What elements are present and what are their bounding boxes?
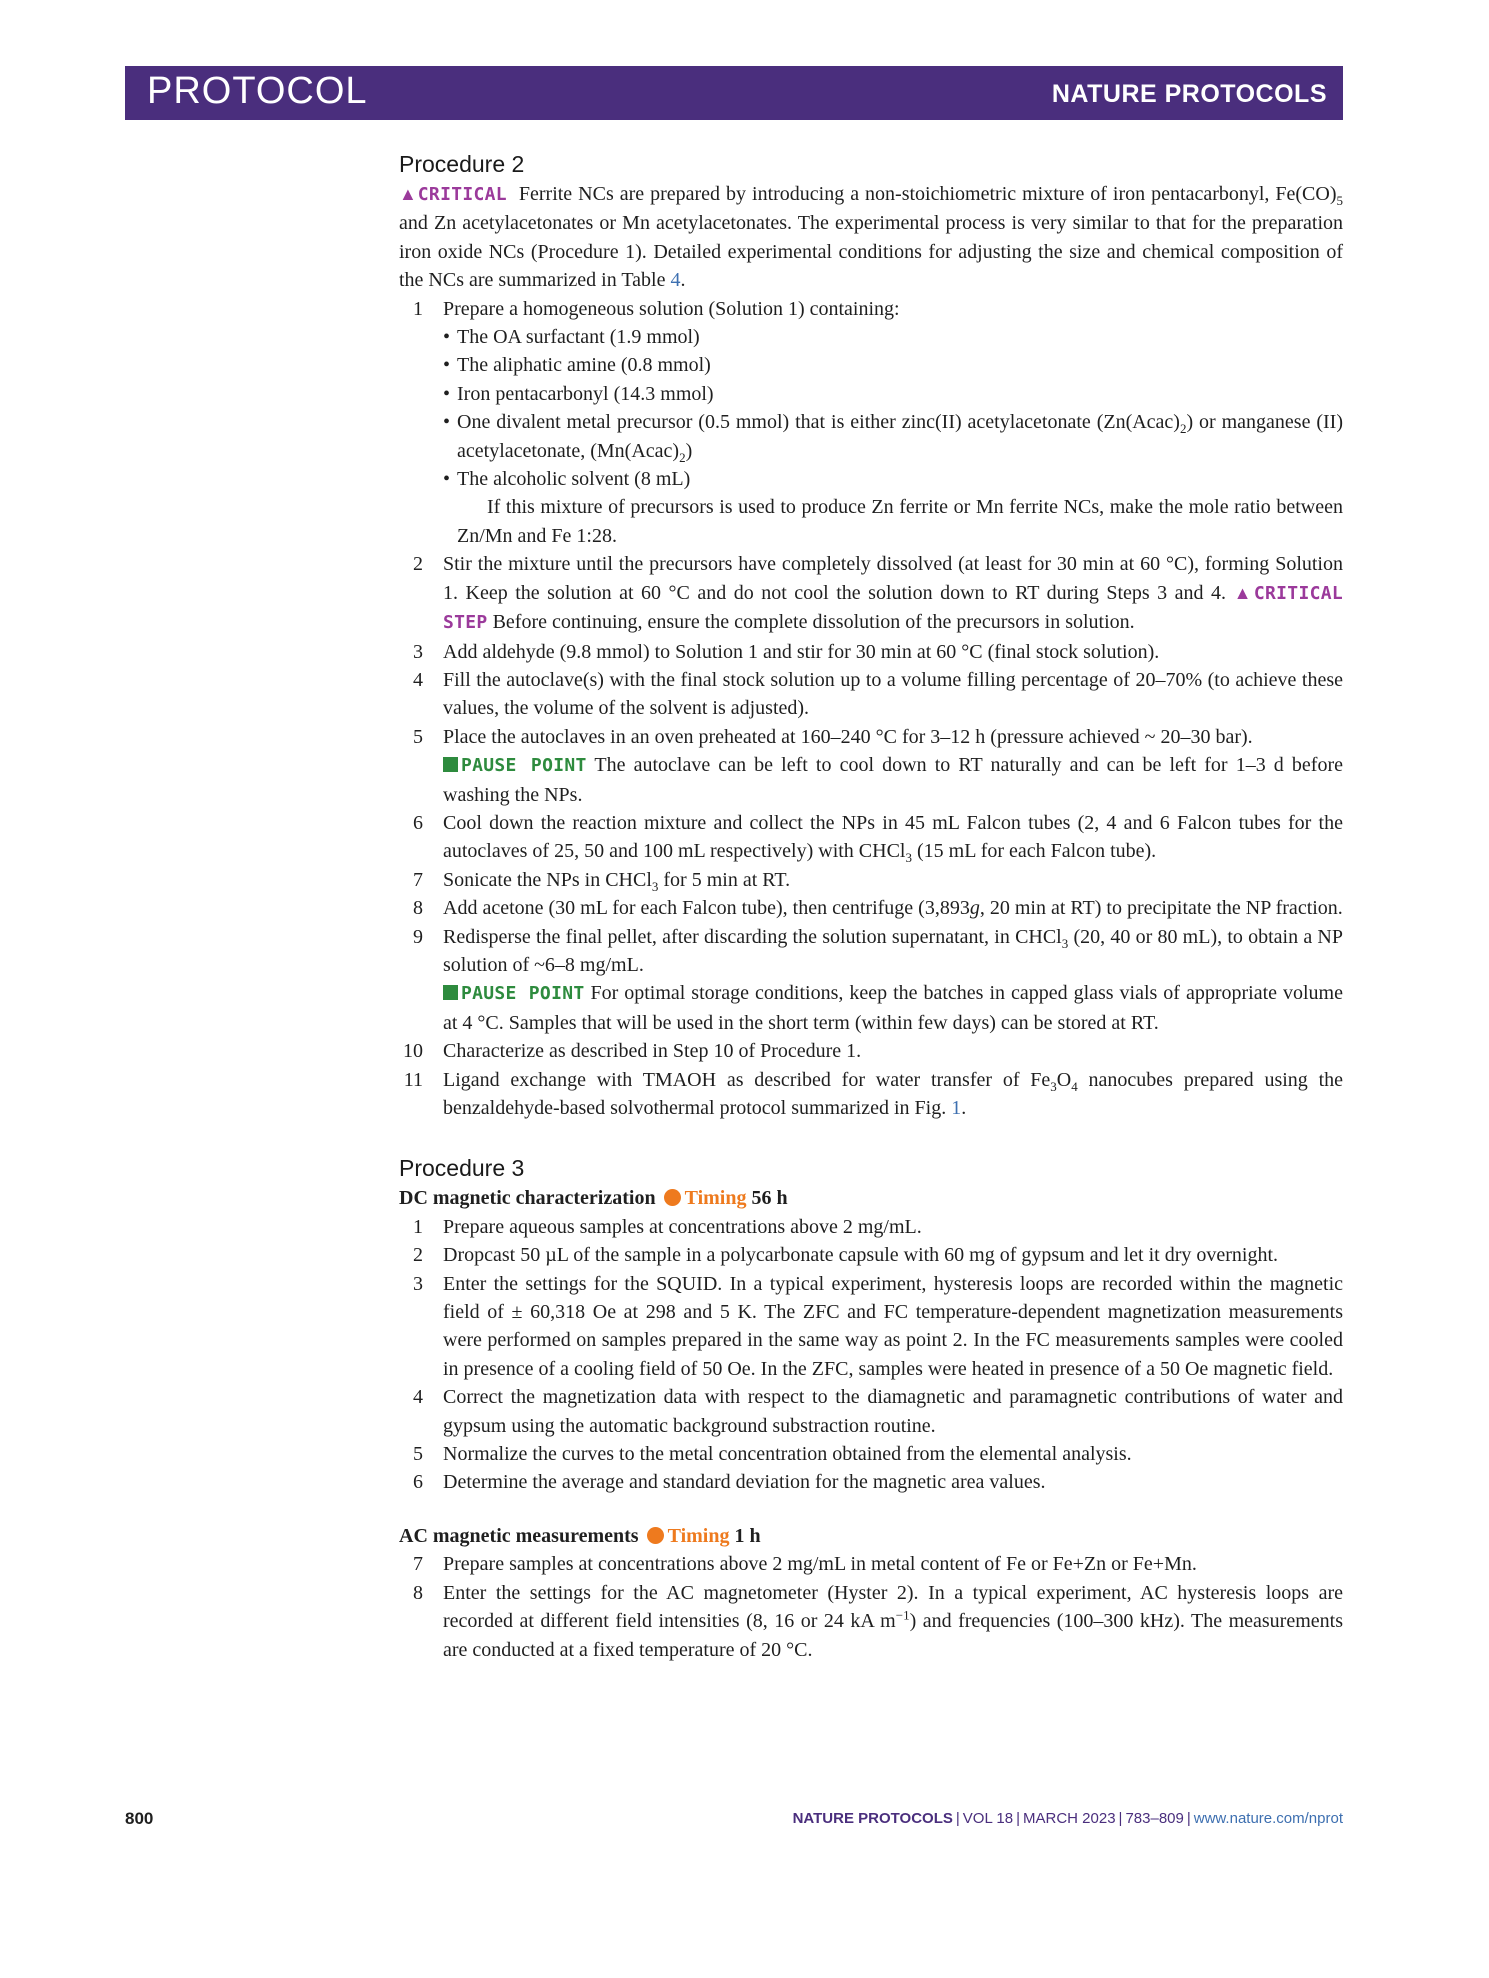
timing-dot-icon bbox=[664, 1189, 681, 1206]
journal-url-link[interactable]: www.nature.com/nprot bbox=[1193, 1810, 1343, 1827]
ac-section-heading: AC magnetic measurements Timing 1 h bbox=[399, 1524, 761, 1547]
p2-step-10: 10 Characterize as described in Step 10 of Procedure 1. bbox=[403, 1040, 862, 1063]
pause-square-icon bbox=[443, 985, 458, 1000]
p3-step-1: 1 Prepare aqueous samples at concentrations above 2 mg/mL. bbox=[413, 1215, 922, 1238]
pause-square-icon bbox=[443, 757, 458, 772]
p3-step-6: 6 Determine the average and standard deviation for the magnetic area values. bbox=[413, 1471, 1046, 1494]
critical-label: CRITICAL bbox=[417, 184, 507, 205]
p2-step-1: 1 Prepare a homogeneous solution (Solution 1) containing: bbox=[413, 297, 900, 320]
p3-step-7: 7 Prepare samples at concentrations above 2 mg/mL in metal content of Fe or Fe+Zn or Fe+Mn. bbox=[413, 1553, 1197, 1576]
p2-step-7: 7 Sonicate the NPs in CHCl$_3$ for 5 min at RT. bbox=[413, 868, 791, 894]
p2-step-4: 4 Fill the autoclave(s) with the final stock solution up to a volume filling percentage of 20–70% (to achieve these values, the volume of the solvent is adjusted). bbox=[413, 668, 1343, 720]
p2-step-9: 9 Redisperse the final pellet, after discarding the solution supernatant, in CHCl$_3$ (20, 40 or 80 mL), to obtain a NP solution of ~6–8 mg/mL. PAUSE POINT For optimal storage conditions, keep the batches in capped glass vials of appropriate volume at 4 °C. Samples that will be used in the short term (within few days) can be stored at RT. bbox=[413, 925, 1343, 1034]
critical-triangle-icon: ▲ bbox=[1233, 582, 1254, 603]
list-item: • One divalent metal precursor (0.5 mmol) that is either zinc(II) acetylacetonate $(Zn(Acac)_2)$ or manganese (II) acetylacetonate, $(Mn(Acac)_2)$ bbox=[443, 411, 1343, 465]
procedure-3-title: Procedure 3 bbox=[399, 1155, 525, 1182]
p2-step-3: 3 Add aldehyde (9.8 mmol) to Solution 1 and stir for 30 min at 60 °C (final stock solution). bbox=[413, 640, 1160, 663]
p2-step-1-note: If this mixture of precursors is used to produce Zn ferrite or Mn ferrite NCs, make the mole ratio between Zn/Mn and Fe 1:28. bbox=[457, 496, 1343, 547]
procedure-2-intro: ▲CRITICAL Ferrite NCs are prepared by introducing a non-stoichiometric mixture of iron pentacarbonyl, $Fe(CO)_5$ and Zn acetylacetonates or Mn acetylacetonates. The experimental process is very similar to that for the preparation iron oxide NCs (Procedure 1). Detailed experimental conditions for adjusting the size and chemical composition of the NCs are summarized in Table 4. bbox=[399, 183, 1343, 292]
procedure-2-title: Procedure 2 bbox=[399, 151, 525, 177]
pause-point-label: PAUSE POINT bbox=[461, 983, 585, 1005]
table-4-link[interactable]: 4 bbox=[670, 269, 681, 292]
footer-citation: NATURE PROTOCOLS | VOL 18 | MARCH 2023 | 783–809 | www.nature.com/nprot bbox=[792, 1810, 1343, 1827]
p2-step-6: 6 Cool down the reaction mixture and collect the NPs in 45 mL Falcon tubes (2, 4 and 6 Falcon tubes for the autoclaves of 25, 50 and 100 mL respectively) with CHCl$_3$ (15 mL for each Falcon tube). bbox=[413, 811, 1343, 866]
p3-step-5: 5 Normalize the curves to the metal concentration obtained from the elemental analysis. bbox=[413, 1443, 1132, 1466]
list-item: • Iron pentacarbonyl (14.3 mmol) bbox=[443, 382, 714, 405]
p2-step-2: 2 Stir the mixture until the precursors have completely dissolved (at least for 30 min at 60 °C), forming Solution 1. Keep the solution at 60 °C and do not cool the solution down to RT during Steps 3 and 4. ▲CRITICAL STEP Before continuing, ensure the complete dissolution of the precursors in solution. bbox=[413, 553, 1343, 634]
figure-1-link[interactable]: 1 bbox=[951, 1097, 962, 1119]
dc-section-heading: DC magnetic characterization Timing 56 h bbox=[399, 1187, 788, 1210]
p2-step-11: 11 Ligand exchange with TMAOH as described for water transfer of $Fe_3O_4$ nanocubes prepared using the benzaldehyde-based solvothermal protocol summarized in Fig. 1. bbox=[403, 1068, 1344, 1119]
section-label: PROTOCOL bbox=[147, 70, 368, 112]
p2-step-5: 5 Place the autoclaves in an oven preheated at 160–240 °C for 3–12 h (pressure achieved ~ 20–30 bar). PAUSE POINT The autoclave can be left to cool down to RT naturally and can be left for 1–3 d before washing the NPs. bbox=[413, 725, 1343, 806]
page-number: 800 bbox=[125, 1809, 154, 1828]
p3-step-3: 3 Enter the settings for the SQUID. In a typical experiment, hysteresis loops are recorded within the magnetic field of ± 60,318 Oe at 298 and 5 K. The ZFC and FC temperature-dependent magnetization measurements were performed on samples prepared in the same way as point 2. In the FC measurements samples were cooled in presence of a cooling field of 50 Oe. In the ZFC, samples were heated in presence of a 50 Oe magnetic field. bbox=[413, 1272, 1343, 1380]
p2-step-8: 8 Add acetone (30 mL for each Falcon tube), then centrifuge (3,893g, 20 min at RT) to precipitate the NP fraction. bbox=[413, 897, 1343, 920]
list-item: • The OA surfactant (1.9 mmol) bbox=[443, 326, 700, 349]
p2-bullet-list bbox=[399, 323, 1343, 493]
header-banner bbox=[125, 66, 1343, 120]
critical-step-label: CRITICAL STEP bbox=[443, 582, 1343, 634]
list-item: • The alcoholic solvent (8 mL) bbox=[443, 468, 691, 491]
p3-step-2: 2 Dropcast 50 µL of the sample in a polycarbonate capsule with 60 mg of gypsum and let it dry overnight. bbox=[413, 1244, 1279, 1267]
list-item: • The aliphatic amine (0.8 mmol) bbox=[443, 354, 711, 377]
p3-step-4: 4 Correct the magnetization data with respect to the diamagnetic and paramagnetic contributions of water and gypsum using the automatic background substraction routine. bbox=[413, 1386, 1343, 1437]
main-content bbox=[399, 150, 1343, 1664]
critical-triangle-icon: ▲ bbox=[399, 184, 418, 204]
pause-point-label: PAUSE POINT bbox=[461, 755, 587, 777]
timing-dot-icon bbox=[647, 1527, 664, 1544]
journal-label: NATURE PROTOCOLS bbox=[1051, 80, 1327, 108]
p3-step-8: 8 Enter the settings for the AC magnetometer (Hyster 2). In a typical experiment, AC hysteresis loops are recorded at different field intensities (8, 16 or 24 kA $m^{-1}$) and frequencies (100–300 kHz). The measurements are conducted at a fixed temperature of 20 °C. bbox=[413, 1581, 1343, 1661]
